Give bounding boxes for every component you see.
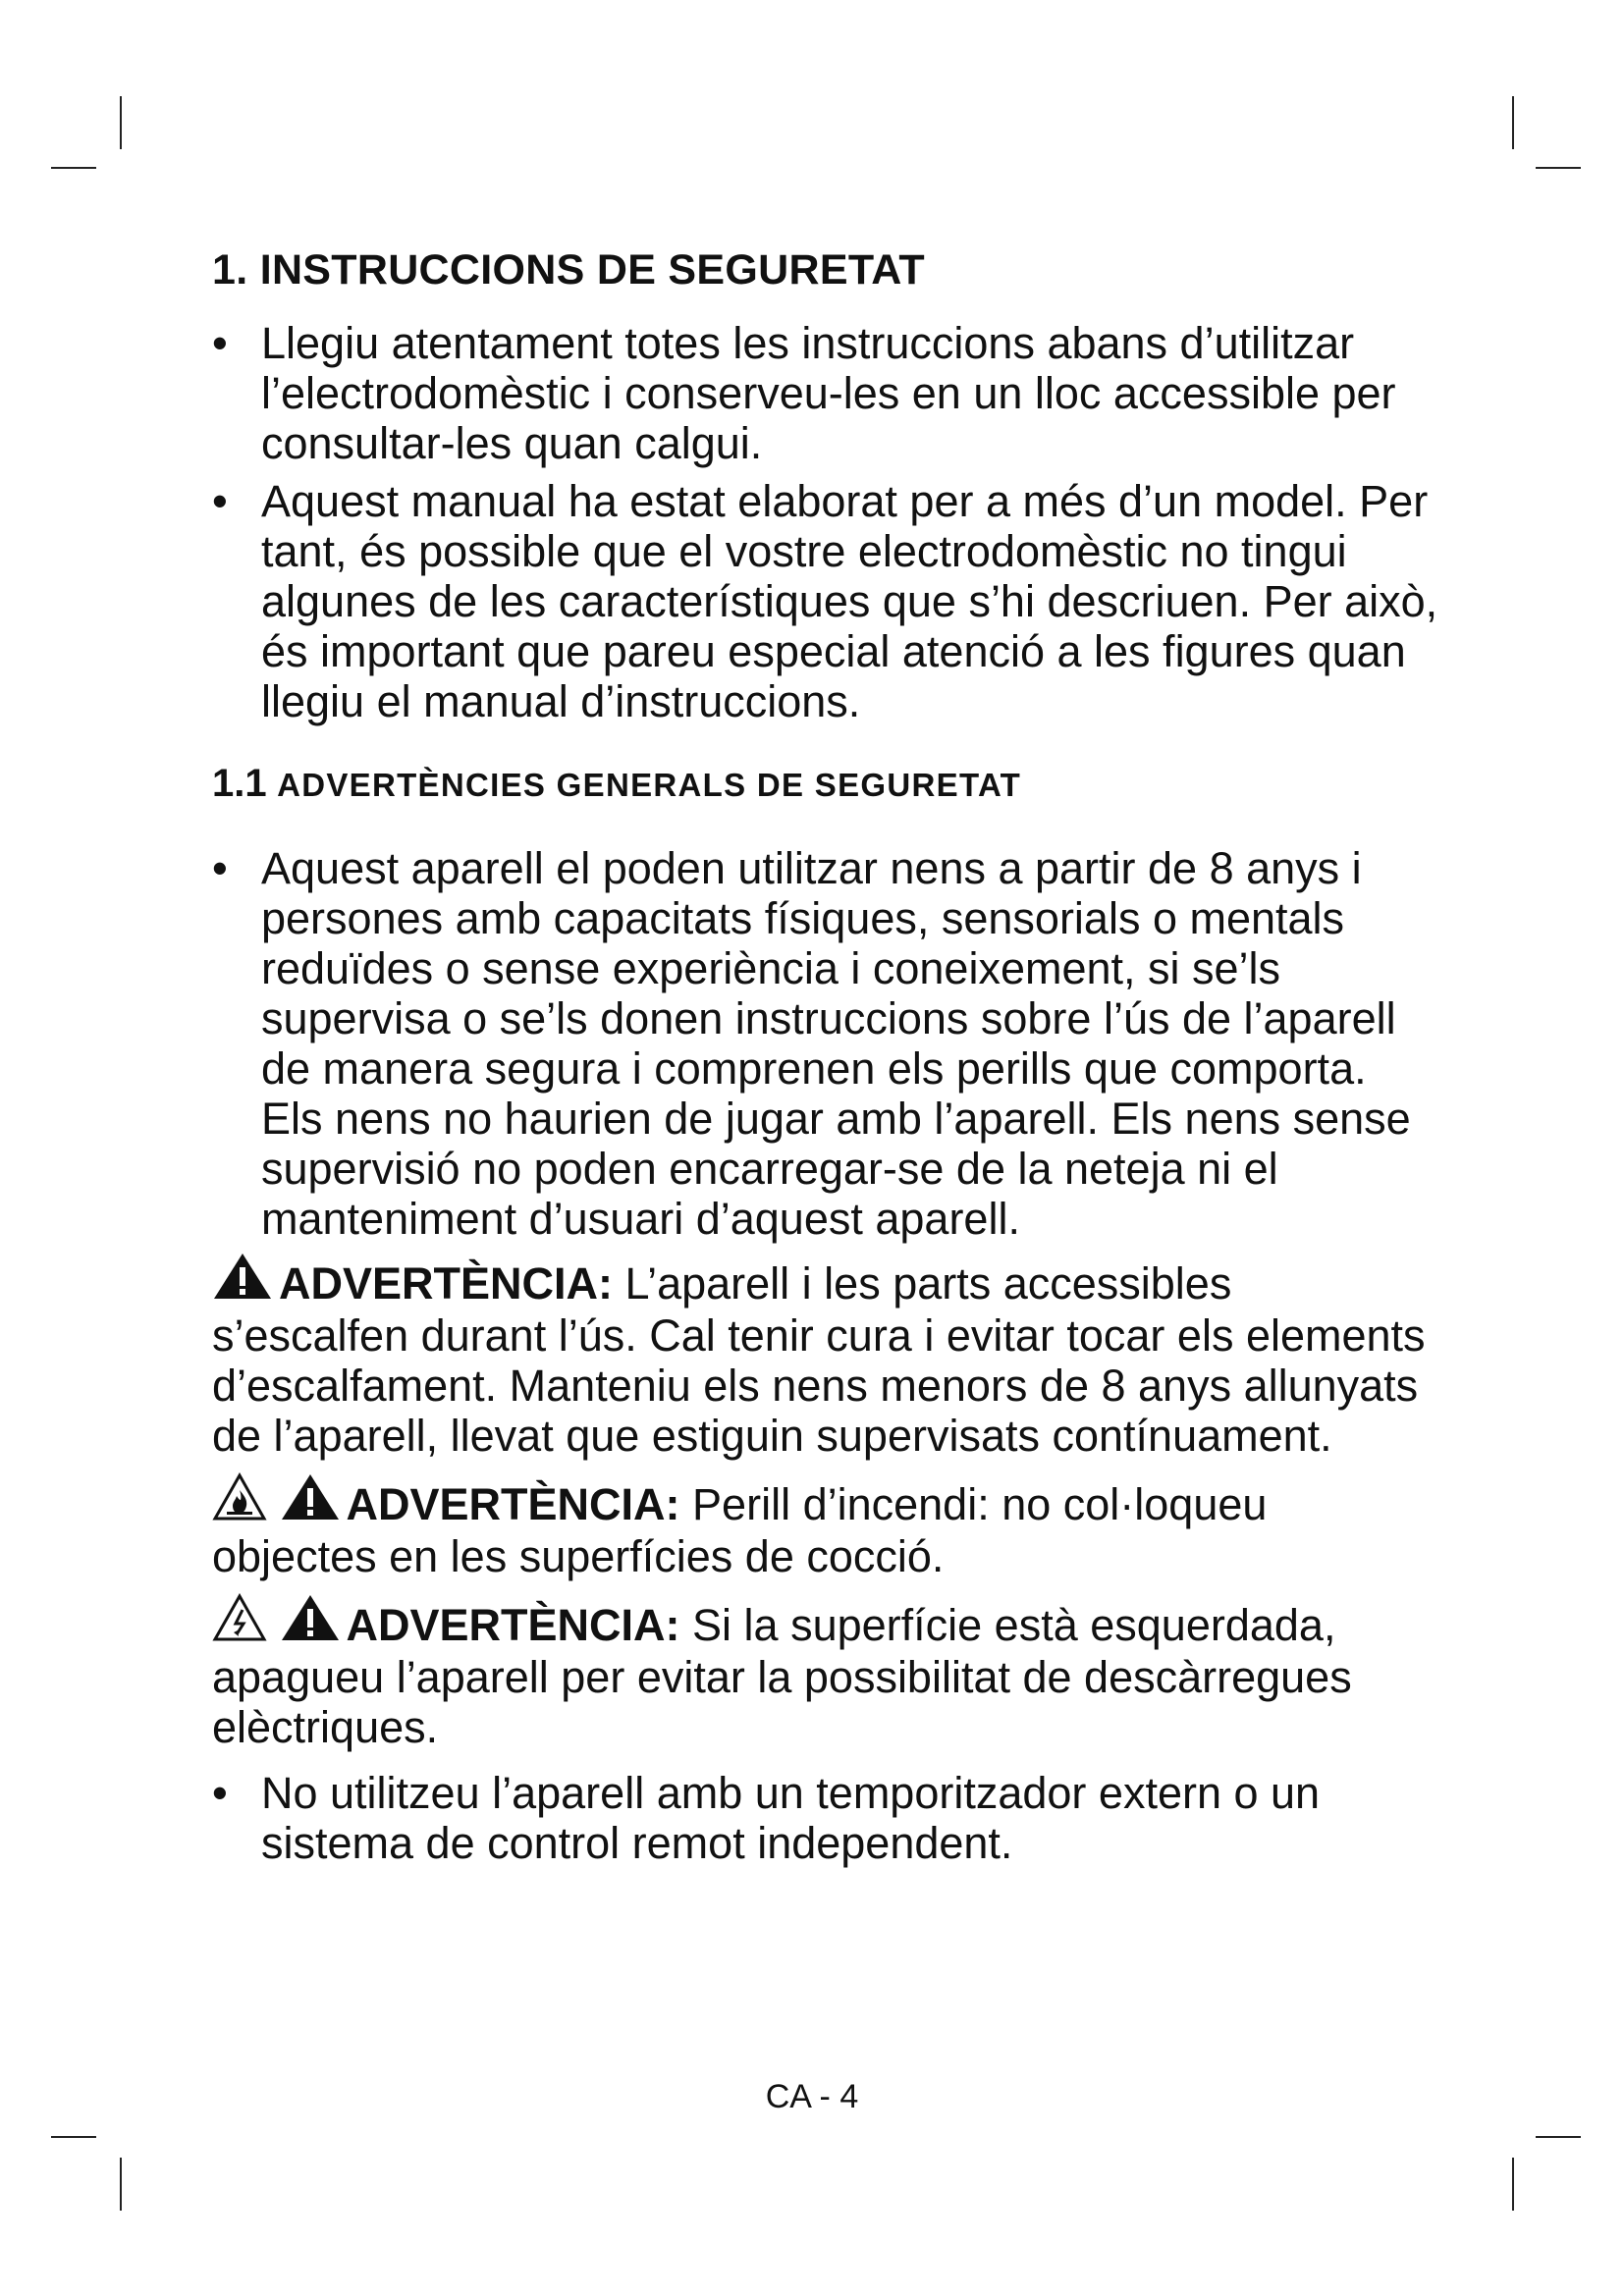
list-item-text: Llegiu atentament totes les instruccions abans d’utilitzar l’electrodomèstic i conserveu-les en un lloc accessible per consultar-les quan calgui. — [261, 318, 1396, 468]
warning-block — [212, 1252, 1439, 1461]
warning-icon — [212, 1252, 273, 1301]
safety-instructions — [212, 245, 1439, 1876]
fire-hazard-icon — [212, 1472, 267, 1522]
list-item-text: No utilitzeu l’aparell amb un temporitzador extern o un sistema de control remot independent. — [261, 1768, 1321, 1868]
list-item — [212, 1768, 1439, 1868]
warning-label: ADVERTÈNCIA: — [346, 1479, 680, 1529]
bullet-icon: • — [212, 318, 228, 368]
warning-text: L’aparell i les parts accessibles s’escalfen durant l’ús. Cal tenir cura i evitar tocar els elements d’escalfament. Manteniu els nens menors de 8 anys allunyats de l’aparell, llevat que estiguin supervisats contínuament. — [212, 1258, 1426, 1461]
list-item-text: Aquest manual ha estat elaborat per a més d’un model. Per tant, és possible que el vostre electrodomèstic no tingui algunes de les característiques que s’hi descriuen. Per això, és important que pareu especial atenció a les figures quan llegiu el manual d’instruccions. — [261, 476, 1438, 726]
bullet-icon: • — [212, 476, 228, 526]
crop-mark — [120, 2158, 122, 2211]
crop-mark — [51, 2136, 96, 2138]
warning-icon — [280, 1472, 341, 1522]
crop-mark — [51, 167, 96, 169]
page-number: CA - 4 — [765, 2078, 859, 2115]
crop-mark — [1536, 167, 1581, 169]
crop-mark — [120, 96, 122, 149]
warning-block — [212, 1593, 1439, 1752]
warning-label: ADVERTÈNCIA: — [346, 1600, 680, 1650]
subsection-heading — [212, 762, 1439, 814]
list-item-text: Aquest aparell el poden utilitzar nens a partir de 8 anys i persones amb capacitats físiques, sensorials o mentals reduïdes o sense experiència i coneixement, si se’ls supervisa o se’ls donen instruccions sobre l’ús de l’aparell de manera segura i comprenen els perills que comporta. Els nens no haurien de jugar amb l’aparell. Els nens sense supervisió no poden encarregar-se de la neteja ni el manteniment d’usuari d’aquest aparell. — [261, 843, 1411, 1244]
list-item — [212, 318, 1439, 468]
electric-hazard-icon — [212, 1593, 267, 1642]
crop-mark — [1512, 2158, 1514, 2211]
warning-label: ADVERTÈNCIA: — [279, 1258, 614, 1308]
bullet-icon: • — [212, 843, 228, 893]
list-item — [212, 476, 1439, 726]
crop-mark — [1536, 2136, 1581, 2138]
section-title: 1. INSTRUCCIONS DE SEGURETAT — [212, 246, 925, 294]
warning-text: Si la superfície està esquerdada, apagueu l’aparell per evitar la possibilitat de descàrregues elèctriques. — [212, 1600, 1352, 1752]
warning-text: Perill d’incendi: no col·loqueu objectes en les superfícies de cocció. — [212, 1479, 1268, 1581]
warning-block — [212, 1472, 1439, 1581]
subsection-title: ADVERTÈNCIES GENERALS DE SEGURETAT — [277, 767, 1022, 803]
list-item — [212, 843, 1439, 1244]
bullet-icon: • — [212, 1768, 228, 1818]
warning-icon — [280, 1593, 341, 1642]
subsection-number: 1.1 — [212, 762, 267, 805]
crop-mark — [1512, 96, 1514, 149]
